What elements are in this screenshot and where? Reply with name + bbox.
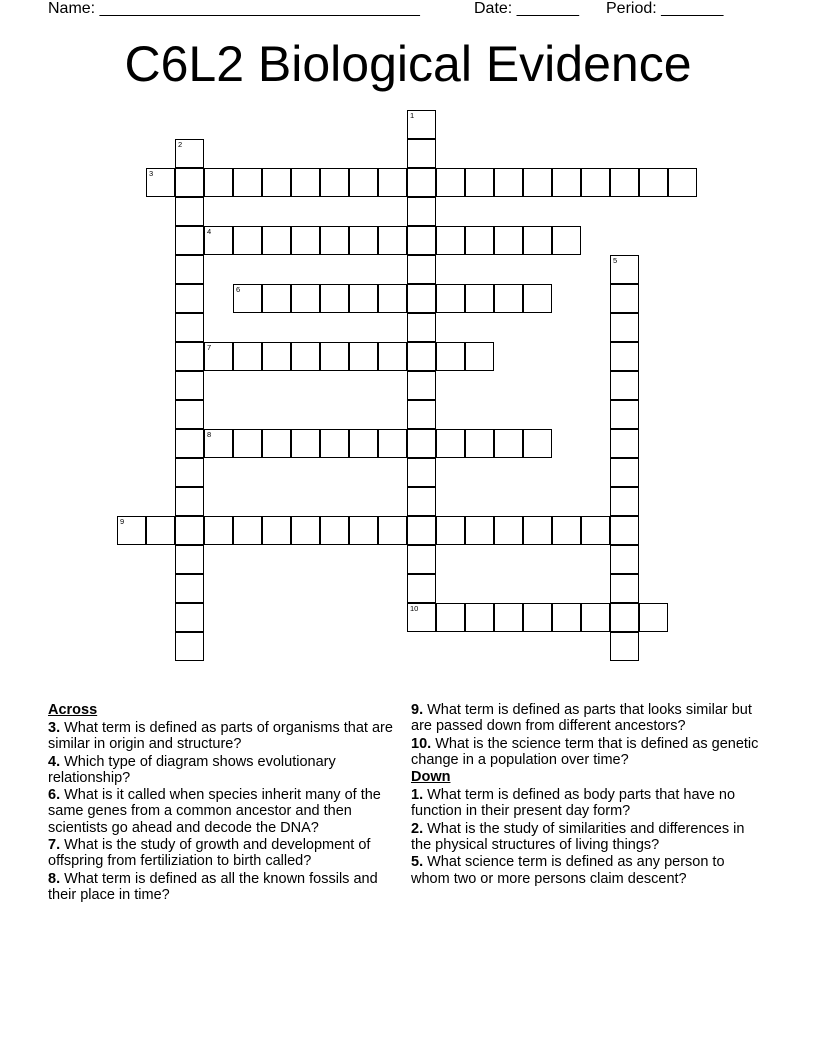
grid-cell[interactable] (175, 516, 204, 545)
grid-cell[interactable] (465, 516, 494, 545)
clue-text: What term is defined as all the known fossils and their place in time? (48, 870, 378, 903)
grid-cell[interactable] (349, 342, 378, 371)
clue-item (411, 854, 761, 887)
grid-cell[interactable] (639, 168, 668, 197)
grid-cell[interactable] (378, 168, 407, 197)
clue-number-label: 7. (48, 837, 61, 854)
grid-cell[interactable] (436, 284, 465, 313)
grid-cell[interactable] (349, 284, 378, 313)
grid-cell[interactable] (117, 516, 146, 545)
grid-cell[interactable] (494, 284, 523, 313)
grid-cell[interactable] (610, 168, 639, 197)
clue-item (411, 702, 761, 735)
clue-item (48, 754, 393, 787)
grid-cell[interactable] (407, 342, 436, 371)
grid-cell[interactable] (204, 168, 233, 197)
grid-cell[interactable] (610, 255, 639, 284)
grid-cell[interactable] (407, 545, 436, 574)
period-field-label: Period: _______ (606, 0, 724, 17)
clue-number: 10 (410, 604, 419, 613)
grid-cell[interactable] (465, 429, 494, 458)
clue-text: What term is defined as parts of organisms that are similar in origin and structure? (48, 720, 393, 753)
grid-cell[interactable] (407, 487, 436, 516)
clue-text: What science term is defined as any person to whom two or more persons claim descent? (411, 854, 725, 887)
grid-cell[interactable] (233, 429, 262, 458)
down-heading: Down (411, 769, 451, 786)
grid-cell[interactable] (552, 516, 581, 545)
grid-cell[interactable] (465, 226, 494, 255)
grid-cell[interactable] (320, 516, 349, 545)
clue-number-label: 6. (48, 787, 61, 804)
down-clue-list (411, 787, 761, 887)
grid-cell[interactable] (407, 458, 436, 487)
grid-cell[interactable] (436, 226, 465, 255)
grid-cell[interactable] (204, 516, 233, 545)
grid-cell[interactable] (291, 284, 320, 313)
grid-cell[interactable] (465, 284, 494, 313)
grid-cell[interactable] (291, 226, 320, 255)
grid-cell[interactable] (494, 603, 523, 632)
clue-number-label: 1. (411, 787, 424, 804)
grid-cell[interactable] (262, 429, 291, 458)
grid-cell[interactable] (407, 226, 436, 255)
grid-cell[interactable] (639, 603, 668, 632)
grid-cell[interactable] (436, 342, 465, 371)
grid-cell[interactable] (175, 255, 204, 284)
grid-cell[interactable] (262, 168, 291, 197)
grid-cell[interactable] (349, 168, 378, 197)
grid-cell[interactable] (436, 516, 465, 545)
grid-cell[interactable] (436, 429, 465, 458)
clue-text: What is the study of similarities and differences in the physical structures of living things? (411, 820, 745, 854)
grid-cell[interactable] (407, 284, 436, 313)
grid-cell[interactable] (610, 400, 639, 429)
grid-cell[interactable] (436, 168, 465, 197)
grid-cell[interactable] (175, 574, 204, 603)
name-field-label: Name: ____________________________________ (48, 0, 420, 17)
grid-cell[interactable] (407, 313, 436, 342)
clues-column-left (48, 702, 393, 904)
clue-text: What is it called when species inherit many of the same genes from a common ancestor and then scientists go ahead and decode the DNA? (48, 787, 381, 836)
grid-cell[interactable] (523, 168, 552, 197)
grid-cell[interactable] (233, 168, 262, 197)
grid-cell[interactable] (407, 400, 436, 429)
grid-cell[interactable] (233, 226, 262, 255)
grid-cell[interactable] (552, 168, 581, 197)
grid-cell[interactable] (262, 226, 291, 255)
across-clue-list (48, 720, 393, 903)
grid-cell[interactable] (349, 429, 378, 458)
grid-cell[interactable] (175, 197, 204, 226)
grid-cell[interactable] (320, 168, 349, 197)
clue-number: 7 (207, 343, 212, 352)
grid-cell[interactable] (291, 168, 320, 197)
grid-cell[interactable] (523, 429, 552, 458)
grid-cell[interactable] (494, 226, 523, 255)
clue-item (48, 871, 393, 904)
grid-cell[interactable] (291, 429, 320, 458)
grid-cell[interactable] (175, 342, 204, 371)
grid-cell[interactable] (465, 603, 494, 632)
clue-number: 5 (613, 256, 618, 265)
grid-cell[interactable] (610, 458, 639, 487)
grid-cell[interactable] (320, 342, 349, 371)
grid-cell[interactable] (407, 110, 436, 139)
clue-number: 8 (207, 430, 212, 439)
clue-item (48, 720, 393, 753)
grid-cell[interactable] (175, 487, 204, 516)
grid-cell[interactable] (175, 632, 204, 661)
clue-number-label: 9. (411, 702, 424, 718)
grid-cell[interactable] (407, 603, 436, 632)
grid-cell[interactable] (262, 342, 291, 371)
page-title: C6L2 Biological Evidence (124, 36, 692, 92)
grid-cell[interactable] (494, 429, 523, 458)
clue-number: 4 (207, 227, 212, 236)
grid-cell[interactable] (175, 226, 204, 255)
date-field-label: Date: _______ (474, 0, 579, 17)
clue-number: 6 (236, 285, 241, 294)
grid-cell[interactable] (610, 603, 639, 632)
grid-cell[interactable] (378, 516, 407, 545)
clue-text: What is the study of growth and development of offspring from fertiliziation to birth called? (48, 837, 371, 870)
grid-cell[interactable] (407, 197, 436, 226)
grid-cell[interactable] (407, 516, 436, 545)
grid-cell[interactable] (146, 168, 175, 197)
grid-cell[interactable] (378, 226, 407, 255)
grid-cell[interactable] (668, 168, 697, 197)
grid-cell[interactable] (175, 284, 204, 313)
grid-cell[interactable] (610, 429, 639, 458)
grid-cell[interactable] (407, 371, 436, 400)
clue-item (411, 736, 761, 769)
grid-cell[interactable] (378, 284, 407, 313)
clue-item (411, 787, 761, 820)
grid-cell[interactable] (407, 168, 436, 197)
grid-cell[interactable] (204, 429, 233, 458)
grid-cell[interactable] (610, 574, 639, 603)
clues-column-right (411, 702, 761, 888)
grid-cell[interactable] (552, 226, 581, 255)
clue-number-label: 2. (411, 820, 424, 837)
grid-cell[interactable] (436, 603, 465, 632)
grid-cell[interactable] (320, 284, 349, 313)
grid-cell[interactable] (581, 168, 610, 197)
clue-text: What term is defined as parts that looks similar but are passed down from different ancestors? (411, 702, 752, 735)
clue-item (48, 787, 393, 836)
grid-cell[interactable] (175, 545, 204, 574)
clue-number-label: 10. (411, 735, 432, 752)
clue-number: 3 (149, 169, 154, 178)
grid-cell[interactable] (581, 516, 610, 545)
clue-number: 1 (410, 111, 415, 120)
grid-cell[interactable] (523, 516, 552, 545)
grid-cell[interactable] (407, 429, 436, 458)
grid-cell[interactable] (175, 313, 204, 342)
grid-cell[interactable] (349, 226, 378, 255)
grid-cell[interactable] (204, 226, 233, 255)
grid-cell[interactable] (320, 226, 349, 255)
grid-cell[interactable] (233, 516, 262, 545)
grid-cell[interactable] (610, 632, 639, 661)
grid-cell[interactable] (320, 429, 349, 458)
clue-number-label: 8. (48, 870, 61, 887)
grid-cell[interactable] (262, 516, 291, 545)
clue-number: 9 (120, 517, 125, 526)
grid-cell[interactable] (407, 574, 436, 603)
grid-cell[interactable] (523, 284, 552, 313)
grid-cell[interactable] (291, 342, 320, 371)
clue-number-label: 5. (411, 854, 424, 871)
grid-cell[interactable] (523, 603, 552, 632)
grid-cell[interactable] (146, 516, 175, 545)
grid-cell[interactable] (465, 342, 494, 371)
grid-cell[interactable] (175, 429, 204, 458)
clue-text: Which type of diagram shows evolutionary relationship? (48, 753, 336, 786)
clue-number-label: 3. (48, 720, 61, 736)
clue-text: What term is defined as body parts that have no function in their present day form? (411, 787, 736, 820)
grid-cell[interactable] (233, 342, 262, 371)
grid-cell[interactable] (378, 342, 407, 371)
grid-cell[interactable] (465, 168, 494, 197)
grid-cell[interactable] (407, 255, 436, 284)
grid-cell[interactable] (233, 284, 262, 313)
grid-cell[interactable] (552, 603, 581, 632)
grid-cell[interactable] (610, 516, 639, 545)
grid-cell[interactable] (610, 487, 639, 516)
grid-cell[interactable] (204, 342, 233, 371)
grid-cell[interactable] (175, 371, 204, 400)
across-heading: Across (48, 702, 98, 718)
clue-item (48, 837, 393, 870)
grid-cell[interactable] (175, 168, 204, 197)
grid-cell[interactable] (494, 516, 523, 545)
clue-number-label: 4. (48, 753, 61, 770)
grid-cell[interactable] (349, 516, 378, 545)
grid-cell[interactable] (407, 139, 436, 168)
grid-cell[interactable] (175, 400, 204, 429)
grid-cell[interactable] (610, 342, 639, 371)
grid-cell[interactable] (581, 603, 610, 632)
grid-cell[interactable] (175, 603, 204, 632)
grid-cell[interactable] (523, 226, 552, 255)
grid-cell[interactable] (175, 458, 204, 487)
clue-item (411, 821, 761, 854)
grid-cell[interactable] (291, 516, 320, 545)
grid-cell[interactable] (378, 429, 407, 458)
across-clue-list-continued (411, 702, 761, 768)
grid-cell[interactable] (610, 545, 639, 574)
grid-cell[interactable] (610, 284, 639, 313)
grid-cell[interactable] (494, 168, 523, 197)
clue-number: 2 (178, 140, 183, 149)
grid-cell[interactable] (262, 284, 291, 313)
clue-text: What is the science term that is defined as genetic change in a population over time? (411, 735, 759, 768)
grid-cell[interactable] (610, 313, 639, 342)
grid-cell[interactable] (175, 139, 204, 168)
grid-cell[interactable] (610, 371, 639, 400)
